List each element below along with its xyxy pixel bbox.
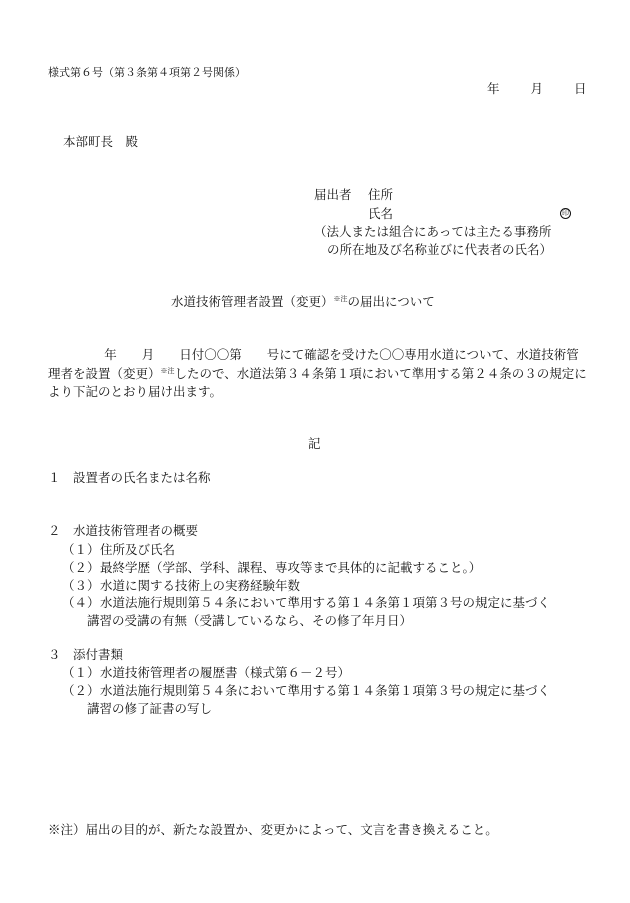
section-2-item-4-text: 水道法施行規則第５４条において準用する第１４条第１項第３号の規定に基づく — [100, 595, 551, 610]
section-2-title: 水道技術管理者の概要 — [73, 523, 199, 538]
seal-icon: 印 — [562, 209, 569, 217]
form-id: 様式第６号（第３条第４項第２号関係） — [48, 66, 246, 79]
page-title — [171, 296, 435, 309]
section-2-item-4-cont: 講習の受講の有無（受講しているなら、その修了年月日） — [87, 613, 413, 628]
section-3-title: 添付書類 — [73, 647, 124, 662]
title-main: 水道技術管理者設置（変更） — [171, 294, 334, 309]
ki-heading: 記 — [308, 436, 321, 451]
section-2-item-3-text: 水道に関する技術上の実務経験年数 — [100, 578, 301, 593]
address-label: 住所 — [368, 187, 394, 202]
section-2-item-2-text: 最終学歴（学部、学科、課程、専攻等まで具体的に記載すること。） — [100, 560, 482, 575]
date-month: 月 — [530, 81, 544, 96]
title-note-mark: ※注 — [333, 295, 348, 303]
body-part-1: 年 月 日付〇〇第 号にて確認を受けた〇〇専用水道について、水道技術管理者を設置（変更） — [48, 347, 579, 381]
section-3-num: ３ — [48, 647, 61, 662]
section-2-item-2-num: （２） — [62, 560, 100, 575]
section-3-item-2-text: 水道法施行規則第５４条において準用する第１４条第１項第３号の規定に基づく — [100, 683, 551, 698]
body-part-2: したので、水道法第３４条第１項において準用する第２４条の３の規定により下記のとおり届け出ます。 — [48, 365, 587, 399]
section-2-item-1-num: （１） — [62, 542, 100, 557]
section-2-item-3-num: （３） — [62, 578, 100, 593]
body-note-mark: ※注 — [160, 366, 175, 375]
section-3-item-2-num: （２） — [62, 683, 100, 698]
notifier-note-1: （法人または組合にあっては主たる事務所 — [314, 224, 552, 239]
date-year: 年 — [487, 81, 500, 96]
body-paragraph — [48, 346, 588, 402]
addressee: 本部町長 殿 — [63, 134, 139, 149]
section-2-num: ２ — [48, 523, 61, 538]
notifier-note-2: の所在地及び名称並びに代表者の氏名） — [327, 242, 553, 257]
notifier-label: 届出者 — [314, 187, 352, 202]
footnote: ※注）届出の目的が、新たな設置か、変更かによって、文言を書き換えること。 — [48, 822, 498, 837]
date-day: 日 — [574, 81, 587, 96]
section-3-item-1-text: 水道技術管理者の履歴書（様式第６－２号） — [100, 665, 351, 680]
section-2-item-4-num: （４） — [62, 595, 100, 610]
section-1-num: １ — [48, 470, 61, 485]
date-line — [487, 83, 587, 96]
section-1-title: 設置者の氏名または名称 — [73, 470, 211, 485]
section-3-item-1-num: （１） — [62, 665, 100, 680]
name-label: 氏名 — [368, 206, 394, 221]
title-tail: の届出について — [347, 294, 435, 309]
section-3-item-2-cont: 講習の修了証書の写し — [87, 701, 213, 716]
section-2-item-1-text: 住所及び氏名 — [100, 542, 176, 557]
